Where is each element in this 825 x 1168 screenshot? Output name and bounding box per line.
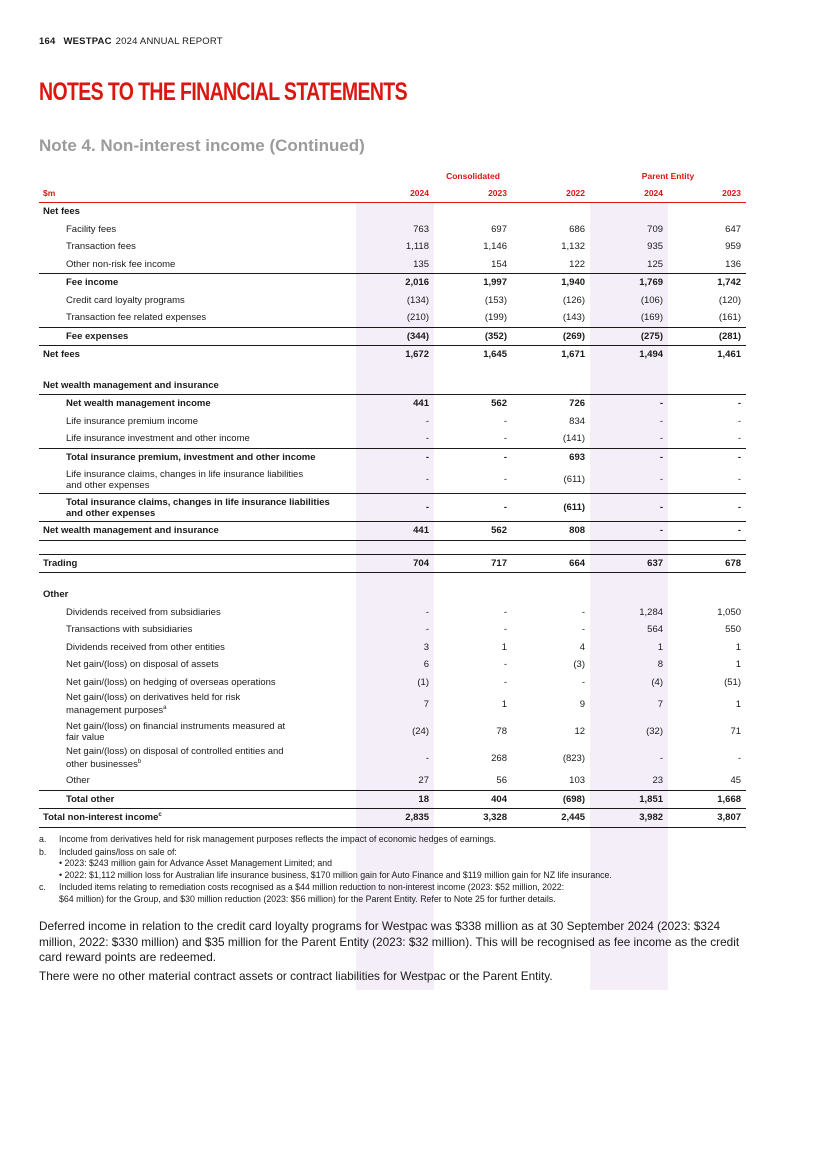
value-cell: - <box>503 606 507 618</box>
value-cell: 122 <box>569 258 586 270</box>
row-label: Total insurance premium, investment and other income <box>39 448 356 466</box>
value-cell: 8 <box>657 659 664 671</box>
value-cell: 664 <box>512 554 590 573</box>
section-heading: Net fees <box>43 206 80 218</box>
empty-cell <box>512 377 590 395</box>
spacer <box>39 573 746 587</box>
table-row <box>39 221 746 239</box>
footnote <box>39 882 759 905</box>
value-cell: 959 <box>725 241 742 253</box>
row-label: Transaction fees <box>66 241 136 253</box>
row-label: Net fees <box>39 346 356 364</box>
value-cell: (141) <box>562 433 586 445</box>
value-cell: 1 <box>735 659 742 671</box>
grand-total-label: Total non-interest income <box>43 812 159 824</box>
empty-cell <box>434 586 512 604</box>
value-cell: 709 <box>647 223 664 235</box>
trading-row <box>39 554 746 573</box>
spacer <box>39 364 746 377</box>
empty-cell <box>356 377 434 395</box>
value-cell: 763 <box>413 223 429 235</box>
empty-cell <box>434 203 512 221</box>
table-row <box>39 256 746 274</box>
value-cell: - <box>425 415 429 427</box>
value-cell: - <box>668 448 746 466</box>
value-cell: - <box>590 395 668 413</box>
net-fees-heading <box>39 203 746 221</box>
value-cell: - <box>581 676 586 688</box>
value-cell: - <box>356 448 434 466</box>
value-cell: 1,461 <box>668 346 746 364</box>
other-row <box>39 772 746 790</box>
footnotes <box>39 834 759 907</box>
value-cell: 1,132 <box>561 241 586 253</box>
row-label: Life insurance premium income <box>66 415 199 427</box>
value-cell: - <box>503 474 507 485</box>
value-cell: - <box>668 395 746 413</box>
value-cell: 3,982 <box>590 809 668 828</box>
wealth-total-row <box>39 522 746 541</box>
row-label <box>39 691 356 718</box>
value-cell: 7 <box>423 699 429 710</box>
value-cell: (51) <box>724 676 742 688</box>
value-cell: 1,050 <box>717 606 742 618</box>
report-name: 2024 ANNUAL REPORT <box>115 36 223 47</box>
value-cell: 103 <box>569 775 586 787</box>
empty-cell <box>39 168 356 184</box>
value-cell: 697 <box>491 223 507 235</box>
table-row <box>39 604 746 622</box>
footnote-line: Included gains/loss on sale of: <box>59 846 177 857</box>
label-line-2: fair value <box>66 731 105 743</box>
value-cell: (823) <box>562 753 586 764</box>
year-header: 2023 <box>668 184 746 203</box>
label-line-1: Net gain/(loss) on derivatives held for risk <box>66 692 241 704</box>
empty-cell <box>668 377 746 395</box>
value-cell: (199) <box>484 312 507 324</box>
spacer <box>39 540 746 554</box>
value-cell: 726 <box>512 395 590 413</box>
value-cell: 1 <box>735 641 742 653</box>
value-cell: (4) <box>651 676 664 688</box>
value-cell: 45 <box>730 775 742 787</box>
value-cell: 1 <box>657 641 664 653</box>
value-cell: 1,742 <box>668 274 746 292</box>
value-cell: 6 <box>423 659 429 671</box>
value-cell: (698) <box>512 790 590 809</box>
footnote-marker: c. <box>39 882 46 893</box>
value-cell: (611) <box>512 494 590 522</box>
total-claims-row <box>39 494 746 522</box>
row-label <box>39 809 356 828</box>
value-cell: 564 <box>647 624 664 636</box>
value-cell: 9 <box>579 699 586 710</box>
value-cell: 1,645 <box>434 346 512 364</box>
value-cell: 1 <box>501 699 507 710</box>
value-cell: - <box>581 606 586 618</box>
value-cell: - <box>737 474 742 485</box>
label-line-1: Total insurance claims, changes in life insurance liabilities <box>66 496 330 508</box>
footnote-line: Included items relating to remediation costs recognised as a $44 million reduction to non-interest income (2023: $52 million, 2022: <box>59 882 565 893</box>
row-label <box>39 466 356 494</box>
total-insurance-premium-row <box>39 448 746 466</box>
empty-cell <box>668 586 746 604</box>
table-row <box>39 413 746 431</box>
empty-cell <box>512 203 590 221</box>
value-cell: - <box>434 448 512 466</box>
row-label: Net gain/(loss) on hedging of overseas operations <box>66 676 276 688</box>
footnote <box>39 847 759 882</box>
value-cell: 2,445 <box>512 809 590 828</box>
value-cell: (269) <box>512 327 590 346</box>
row-label: Fee income <box>39 274 356 292</box>
year-header: 2024 <box>590 184 668 203</box>
row-label: Net wealth management and insurance <box>39 522 356 541</box>
value-cell: (161) <box>718 312 742 324</box>
table-row <box>39 430 746 448</box>
value-cell: (153) <box>484 294 507 306</box>
value-cell: 4 <box>579 641 586 653</box>
value-cell: (611) <box>563 474 586 485</box>
page-header <box>39 36 223 47</box>
footnote-mark: c <box>158 812 162 819</box>
value-cell: 1 <box>501 641 507 653</box>
value-cell: - <box>503 624 507 636</box>
empty-cell <box>668 203 746 221</box>
value-cell: 3,807 <box>668 809 746 828</box>
value-cell: - <box>503 676 507 688</box>
value-cell: 1,146 <box>483 241 507 253</box>
value-cell: 935 <box>647 241 664 253</box>
row-label: Total other <box>39 790 356 809</box>
label-line-1: Life insurance claims, changes in life insurance liabilities <box>66 468 304 480</box>
value-cell: - <box>659 433 664 445</box>
value-cell: 1,671 <box>512 346 590 364</box>
empty-cell <box>512 586 590 604</box>
table-row <box>39 292 746 310</box>
footnote-line: Income from derivatives held for risk management purposes reflects the impact of economic hedges of earnings. <box>59 834 497 844</box>
row-label: Net gain/(loss) on disposal of assets <box>66 659 219 671</box>
unit-label: $m <box>39 184 356 203</box>
value-cell: - <box>668 522 746 541</box>
value-cell: 3,328 <box>434 809 512 828</box>
value-cell: 834 <box>569 415 586 427</box>
value-cell: (281) <box>668 327 746 346</box>
footnote-marker: b. <box>39 846 47 857</box>
value-cell: 12 <box>574 726 586 737</box>
value-cell: 717 <box>434 554 512 573</box>
row-label: Credit card loyalty programs <box>66 294 185 306</box>
row-label <box>39 494 356 522</box>
value-cell: 808 <box>512 522 590 541</box>
value-cell: 2,016 <box>356 274 434 292</box>
value-cell: 56 <box>496 775 507 787</box>
row-label: Transaction fee related expenses <box>66 312 207 324</box>
value-cell: 647 <box>725 223 742 235</box>
empty-cell <box>356 203 434 221</box>
wealth-income-row <box>39 395 746 413</box>
spacer-row <box>39 364 746 377</box>
value-cell: (169) <box>640 312 664 324</box>
row-label <box>39 718 356 745</box>
row-label: Trading <box>39 554 356 573</box>
row-label: Dividends received from subsidiaries <box>66 606 221 618</box>
row-label: Dividends received from other entities <box>66 641 225 653</box>
value-cell: 135 <box>413 258 429 270</box>
value-cell: 1 <box>735 699 742 710</box>
label-line-2: and other expenses <box>66 479 150 491</box>
value-cell: - <box>425 624 429 636</box>
year-header: 2023 <box>434 184 512 203</box>
value-cell: 562 <box>434 395 512 413</box>
value-cell: - <box>581 624 586 636</box>
value-cell: - <box>425 433 429 445</box>
value-cell: 1,672 <box>356 346 434 364</box>
value-cell: (1) <box>417 676 429 688</box>
value-cell: (120) <box>718 294 742 306</box>
value-cell: 125 <box>647 258 664 270</box>
row-label: Transactions with subsidiaries <box>66 624 193 636</box>
value-cell: - <box>425 606 429 618</box>
fee-expenses-row <box>39 327 746 346</box>
fee-income-row <box>39 274 746 292</box>
value-cell: - <box>737 415 742 427</box>
group-parent-entity: Parent Entity <box>641 171 695 181</box>
net-fees-total-row <box>39 346 746 364</box>
label-line-2: other businesses <box>66 759 138 771</box>
value-cell: (126) <box>562 294 586 306</box>
value-cell: (210) <box>406 312 429 324</box>
value-cell: (3) <box>573 659 586 671</box>
table-row <box>39 621 746 639</box>
value-cell: 154 <box>491 258 507 270</box>
deferred-income-paragraph: Deferred income in relation to the credit card loyalty programs for Westpac was $338 million as at 30 September 2024 (2023: $324 million, 2022: $330 million) and $35 million for the Parent Entity (2023: $32 million). This will be recognised as fee income as the credit card reward points are redeemed. <box>39 919 740 964</box>
value-cell: (275) <box>590 327 668 346</box>
row-label: Other non-risk fee income <box>66 258 176 270</box>
contract-assets-paragraph: There were no other material contract assets or contract liabilities for Westpac or the Parent Entity. <box>39 969 553 983</box>
section-heading: Other <box>43 589 69 601</box>
label-line-2: and other expenses <box>66 507 156 519</box>
row-label: Life insurance investment and other income <box>66 433 250 445</box>
value-cell: - <box>590 494 668 522</box>
empty-cell <box>590 203 668 221</box>
value-cell: - <box>356 494 434 522</box>
value-cell: (106) <box>640 294 664 306</box>
value-cell: - <box>434 494 512 522</box>
footnote-line: $64 million) for the Group, and $30 million reduction (2023: $56 million) for the Parent Entity. Refer to Note 25 for further details. <box>59 893 556 904</box>
page-title: NOTES TO THE FINANCIAL STATEMENTS <box>39 78 407 106</box>
value-cell: - <box>590 522 668 541</box>
footnote <box>39 834 759 846</box>
value-cell: (24) <box>412 726 429 737</box>
value-cell: 441 <box>356 522 434 541</box>
year-header: 2024 <box>356 184 434 203</box>
footnote-line: • 2022: $1,112 million loss for Australian life insurance business, $170 million gain for Auto Finance and $119 million gain for NZ life insurance. <box>59 869 612 880</box>
value-cell: 7 <box>657 699 664 710</box>
value-cell: 637 <box>590 554 668 573</box>
value-cell: 441 <box>356 395 434 413</box>
table-row <box>39 674 746 692</box>
wealth-heading <box>39 377 746 395</box>
value-cell: 1,494 <box>590 346 668 364</box>
value-cell: 71 <box>730 726 742 737</box>
row-label: Fee expenses <box>39 327 356 346</box>
grand-total-row <box>39 809 746 828</box>
column-group-header <box>39 168 746 184</box>
spacer-row <box>39 573 746 587</box>
table-row <box>39 238 746 256</box>
note-subtitle: Note 4. Non-interest income (Continued) <box>39 136 365 155</box>
brand-name: WESTPAC <box>63 36 112 47</box>
table-row <box>39 309 746 327</box>
value-cell: 1,284 <box>639 606 664 618</box>
value-cell: 136 <box>725 258 742 270</box>
empty-cell <box>590 586 668 604</box>
value-cell: (143) <box>562 312 586 324</box>
income-table-wrapper <box>39 168 746 828</box>
value-cell: - <box>425 474 429 485</box>
empty-cell <box>356 586 434 604</box>
value-cell: 1,997 <box>434 274 512 292</box>
derivatives-row <box>39 691 746 718</box>
column-header <box>39 184 746 203</box>
footnote-marker: a. <box>39 834 47 844</box>
empty-cell <box>434 377 512 395</box>
value-cell: 562 <box>434 522 512 541</box>
value-cell: 550 <box>725 624 742 636</box>
disposal-row <box>39 745 746 772</box>
non-interest-income-table <box>39 168 746 828</box>
row-label <box>39 745 356 772</box>
value-cell: 404 <box>434 790 512 809</box>
table-row <box>39 639 746 657</box>
value-cell: - <box>659 753 664 764</box>
value-cell: (352) <box>434 327 512 346</box>
value-cell: 18 <box>356 790 434 809</box>
group-consolidated: Consolidated <box>446 171 500 181</box>
row-label: Net wealth management income <box>39 395 356 413</box>
footnote-mark: a <box>163 705 167 712</box>
value-cell: - <box>425 753 429 764</box>
year-header: 2022 <box>512 184 590 203</box>
value-cell: 3 <box>423 641 429 653</box>
fair-value-row <box>39 718 746 745</box>
value-cell: - <box>668 494 746 522</box>
row-label: Other <box>66 775 90 787</box>
claims-row <box>39 466 746 494</box>
label-line-1: Net gain/(loss) on disposal of controlled entities and <box>66 746 284 758</box>
row-label: Facility fees <box>66 223 117 235</box>
label-line-1: Net gain/(loss) on financial instruments measured at <box>66 720 286 732</box>
value-cell: 78 <box>496 726 507 737</box>
value-cell: 2,835 <box>356 809 434 828</box>
value-cell: (344) <box>356 327 434 346</box>
value-cell: (32) <box>646 726 664 737</box>
value-cell: 678 <box>668 554 746 573</box>
value-cell: - <box>659 474 664 485</box>
value-cell: 686 <box>569 223 586 235</box>
value-cell: - <box>737 753 742 764</box>
total-other-row <box>39 790 746 809</box>
value-cell: - <box>503 659 507 671</box>
value-cell: - <box>503 415 507 427</box>
value-cell: 1,851 <box>590 790 668 809</box>
value-cell: 27 <box>418 775 429 787</box>
value-cell: - <box>590 448 668 466</box>
value-cell: 1,118 <box>405 241 429 253</box>
spacer-row <box>39 540 746 554</box>
value-cell: 1,769 <box>590 274 668 292</box>
value-cell: 23 <box>652 775 664 787</box>
value-cell: 704 <box>356 554 434 573</box>
empty-cell <box>590 377 668 395</box>
other-heading <box>39 586 746 604</box>
value-cell: 693 <box>512 448 590 466</box>
value-cell: - <box>737 433 742 445</box>
page-number: 164 <box>39 36 56 47</box>
footnote-mark: b <box>137 759 142 766</box>
label-line-2: management purposes <box>66 705 164 717</box>
value-cell: 1,940 <box>512 274 590 292</box>
footnote-line: • 2023: $243 million gain for Advance Asset Management Limited; and <box>59 858 333 869</box>
table-row <box>39 656 746 674</box>
value-cell: 268 <box>491 753 507 764</box>
value-cell: (134) <box>406 294 429 306</box>
section-heading: Net wealth management and insurance <box>43 379 219 391</box>
value-cell: - <box>659 415 664 427</box>
value-cell: 1,668 <box>668 790 746 809</box>
value-cell: - <box>503 433 507 445</box>
